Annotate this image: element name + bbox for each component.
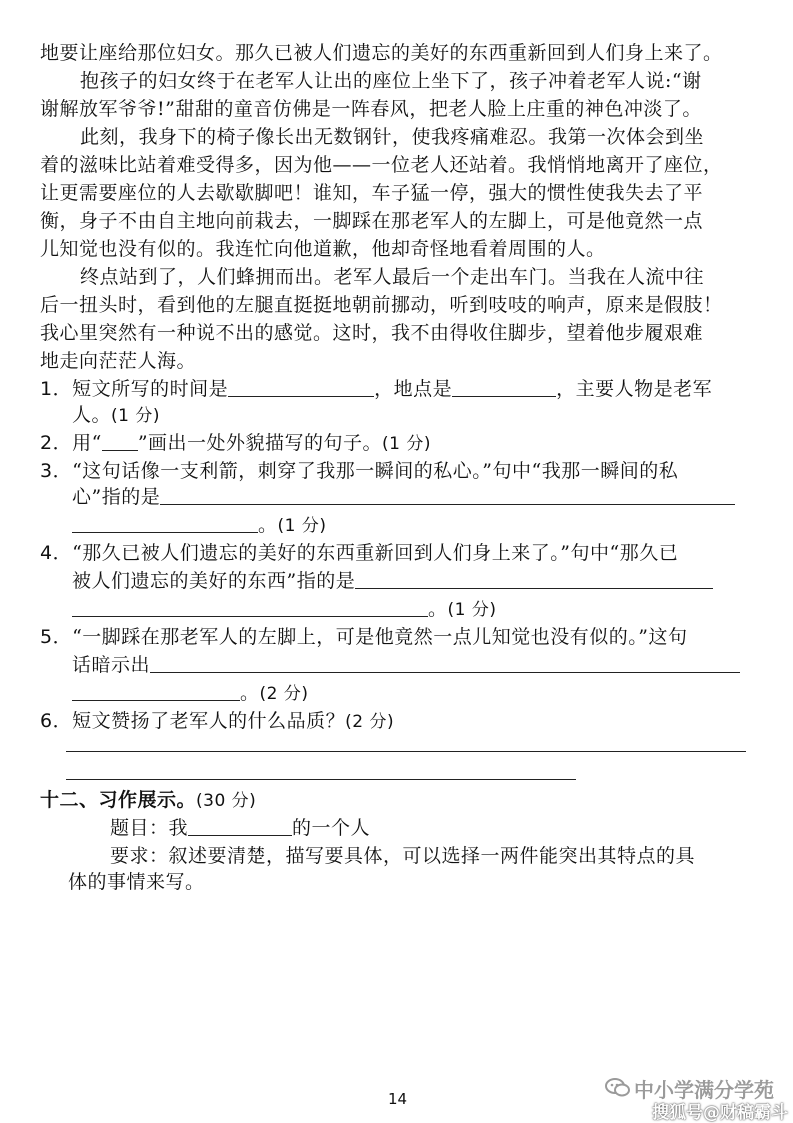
question-1-time-blank[interactable] — [228, 378, 374, 397]
question-3-text-c: 。 — [258, 514, 278, 536]
passage-line-6: 让更需要座位的人去歇歇脚吧！谁知，车子猛一停，强大的惯性使我失去了平 — [40, 182, 704, 204]
question-1-place-blank[interactable] — [452, 378, 556, 397]
passage-line-4: 此刻，我身下的椅子像长出无数钢针，使我疼痛难忍。我第一次体会到坐 — [80, 126, 705, 148]
page-number: 14 — [388, 1090, 408, 1108]
question-2-score: (1 分) — [382, 434, 432, 454]
passage-line-3: 谢解放军爷爷!”甜甜的童音仿佛是一阵春风，把老人脸上庄重的神色冲淡了。 — [40, 98, 702, 120]
question-1-text-b: ，地点是 — [374, 378, 453, 400]
question-4-answer-blank[interactable] — [355, 570, 713, 589]
question-1-score: (1 分) — [111, 406, 160, 426]
chat-bubble-icon — [605, 1077, 631, 1099]
question-5-score: (2 分) — [259, 684, 309, 704]
passage-line-8: 儿知觉也没有似的。我连忙向他道歉，他却奇怪地看着周围的人。 — [40, 238, 606, 260]
question-4-score: (1 分) — [447, 600, 497, 620]
watermark-account-name: 中小学满分学苑 — [634, 1078, 774, 1102]
question-6 — [40, 709, 394, 734]
question-6-answer-line-1[interactable] — [66, 751, 746, 752]
question-5-text-c: 。 — [240, 682, 260, 704]
question-5-line-3 — [72, 681, 309, 706]
passage-line-12: 地走向茫茫人海。 — [40, 350, 197, 372]
question-6-score: (2 分) — [345, 712, 395, 732]
question-5-number: 5． — [40, 626, 73, 648]
passage-line-11: 我心里突然有一种说不出的感觉。这时，我不由得收住脚步，望着他步履艰难 — [40, 322, 704, 344]
question-3-score: (1 分) — [277, 516, 327, 536]
question-3-answer-blank-2[interactable] — [72, 514, 258, 533]
question-1-text-a: 短文所写的时间是 — [72, 378, 229, 400]
question-4-text-b: 被人们遗忘的美好的东西”指的是 — [72, 570, 356, 592]
question-4-line-3 — [72, 597, 497, 622]
question-5 — [40, 625, 688, 649]
section-12-topic-blank[interactable] — [188, 817, 292, 836]
passage-line-7: 衡，身子不由自主地向前栽去，一脚踩在那老军人的左脚上，可是他竟然一点 — [40, 210, 704, 232]
question-2 — [40, 431, 431, 456]
question-4-text-a: “那久已被人们遗忘的美好的东西重新回到人们身上来了。”句中“那久已 — [72, 542, 679, 564]
question-3 — [40, 459, 678, 483]
question-4-line-2 — [72, 569, 713, 593]
question-2-number: 2． — [40, 432, 73, 454]
question-3-line-2 — [72, 485, 735, 509]
section-12-topic-suffix: 的一个人 — [292, 817, 371, 839]
section-12-requirement-2: 体的事情来写。 — [68, 871, 205, 893]
question-6-answer-line-2[interactable] — [66, 779, 576, 780]
question-5-line-2 — [72, 653, 740, 677]
question-3-text-a: “这句话像一支利箭，刺穿了我那一瞬间的私心。”句中“我那一瞬间的私 — [72, 460, 679, 482]
question-4-number: 4． — [40, 542, 73, 564]
section-12-score: (30 分) — [196, 791, 257, 811]
passage-line-10: 后一扭头时，看到他的左腿直挺挺地朝前挪动，听到吱吱的响声，原来是假肢！ — [40, 294, 723, 316]
question-2-text-b: ”画出一处外貌描写的句子。 — [137, 432, 383, 454]
question-4-answer-blank-2[interactable] — [72, 598, 428, 617]
section-12-title: 十二、习作展示。 — [40, 789, 197, 811]
question-3-line-3 — [72, 513, 327, 538]
question-5-text-b: 话暗示出 — [72, 654, 151, 676]
question-3-number: 3． — [40, 460, 73, 482]
section-12-heading — [40, 788, 256, 813]
passage-line-5: 着的滋味比站着难受得多，因为他——一位老人还站着。我悄悄地离开了座位， — [40, 154, 723, 176]
question-3-answer-blank[interactable] — [160, 486, 735, 505]
question-1-text-c: ，主要人物是老军 — [556, 378, 713, 400]
question-5-answer-blank-2[interactable] — [72, 682, 240, 701]
question-3-text-b: 心”指的是 — [72, 486, 161, 508]
question-1-number: 1． — [40, 378, 73, 400]
question-1-line-2 — [72, 403, 160, 428]
passage-line-2: 抱孩子的妇女终于在老军人让出的座位上坐下了，孩子冲着老军人说:“谢 — [80, 70, 702, 92]
question-5-text-a: “一脚踩在那老军人的左脚上，可是他竟然一点儿知觉也没有似的。”这句 — [72, 626, 688, 648]
passage-line-1: 地要让座给那位妇女。那久已被人们遗忘的美好的东西重新回到人们身上来了。 — [40, 42, 723, 64]
question-4 — [40, 541, 678, 565]
question-4-text-c: 。 — [428, 598, 448, 620]
question-5-answer-blank[interactable] — [150, 654, 740, 673]
question-6-text-a: 短文赞扬了老军人的什么品质？ — [72, 710, 346, 732]
section-12-topic-prefix: 题目：我 — [110, 817, 189, 839]
question-1-text-d: 人。 — [72, 404, 112, 426]
question-2-underline-sample — [102, 432, 138, 451]
question-2-text-a: 用“ — [72, 432, 102, 454]
watermark-source: 搜狐号@财稿霸斗 — [652, 1103, 788, 1123]
question-1 — [40, 377, 712, 401]
section-12-requirement-1: 要求：叙述要清楚，描写要具体，可以选择一两件能突出其特点的具 — [110, 845, 696, 867]
question-6-number: 6． — [40, 710, 73, 732]
passage-line-9: 终点站到了，人们蜂拥而出。老军人最后一个走出车门。当我在人流中往 — [80, 266, 705, 288]
section-12-topic — [110, 816, 370, 840]
